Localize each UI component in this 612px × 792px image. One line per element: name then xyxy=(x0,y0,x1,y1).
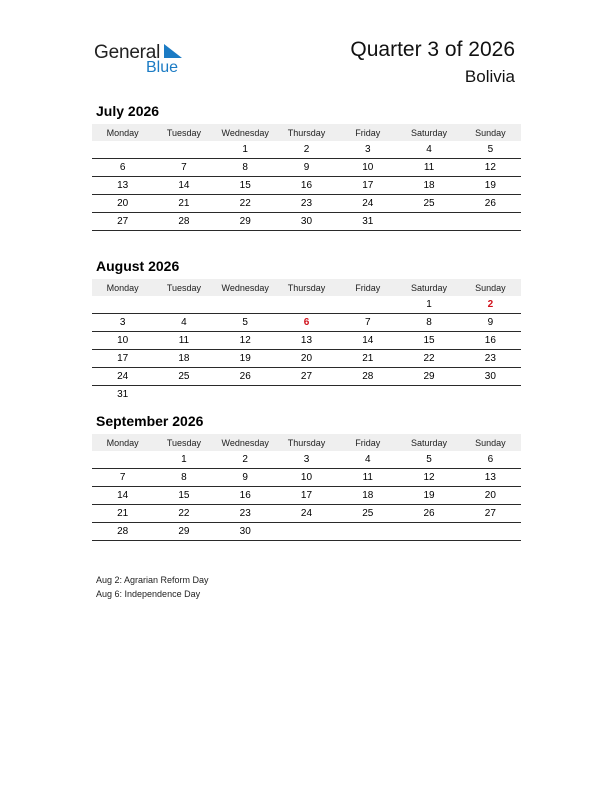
day-cell: 27 xyxy=(276,368,337,386)
page-title: Quarter 3 of 2026 xyxy=(350,38,515,61)
holiday-note: Aug 2: Agrarian Reform Day xyxy=(96,575,209,585)
day-cell: 1 xyxy=(153,451,214,469)
day-cell: 12 xyxy=(215,332,276,350)
day-cell: 23 xyxy=(276,195,337,213)
week-row xyxy=(92,505,521,523)
day-cell: 15 xyxy=(215,177,276,195)
day-cell: 17 xyxy=(337,177,398,195)
day-cell: 25 xyxy=(153,368,214,386)
day-cell: 7 xyxy=(92,469,153,487)
weekday-header: Wednesday xyxy=(215,434,276,451)
day-cell: 21 xyxy=(337,350,398,368)
empty-day-cell xyxy=(398,213,459,231)
day-cell: 19 xyxy=(215,350,276,368)
day-cell: 7 xyxy=(153,159,214,177)
day-cell: 9 xyxy=(276,159,337,177)
weekday-header: Sunday xyxy=(460,124,521,141)
day-cell: 22 xyxy=(153,505,214,523)
month-calendar xyxy=(92,413,521,541)
weekday-header: Friday xyxy=(337,279,398,296)
weekday-header: Tuesday xyxy=(153,434,214,451)
month-title: August 2026 xyxy=(96,258,180,274)
week-row xyxy=(92,368,521,386)
day-cell: 28 xyxy=(153,213,214,231)
week-row xyxy=(92,159,521,177)
empty-day-cell xyxy=(92,296,153,314)
day-cell: 20 xyxy=(92,195,153,213)
holiday-note: Aug 6: Independence Day xyxy=(96,589,201,599)
weekday-header: Wednesday xyxy=(215,279,276,296)
empty-day-cell xyxy=(276,523,337,541)
weekday-header: Sunday xyxy=(460,434,521,451)
day-cell: 7 xyxy=(337,314,398,332)
day-cell: 14 xyxy=(337,332,398,350)
week-row xyxy=(92,523,521,541)
day-cell: 4 xyxy=(398,141,459,159)
weekday-header: Thursday xyxy=(276,124,337,141)
empty-day-cell xyxy=(398,386,459,404)
day-cell: 20 xyxy=(460,487,521,505)
day-cell: 8 xyxy=(215,159,276,177)
week-row xyxy=(92,350,521,368)
day-cell: 27 xyxy=(460,505,521,523)
day-cell: 26 xyxy=(398,505,459,523)
week-row xyxy=(92,487,521,505)
day-cell: 10 xyxy=(337,159,398,177)
day-cell: 24 xyxy=(276,505,337,523)
day-cell: 1 xyxy=(398,296,459,314)
day-cell: 21 xyxy=(153,195,214,213)
day-cell: 17 xyxy=(276,487,337,505)
empty-day-cell xyxy=(92,451,153,469)
day-cell: 31 xyxy=(117,389,129,400)
weekday-header-row xyxy=(92,124,521,141)
week-row xyxy=(92,213,521,231)
day-cell: 22 xyxy=(398,350,459,368)
holiday-notes xyxy=(96,573,209,601)
day-cell: 12 xyxy=(460,159,521,177)
day-cell: 24 xyxy=(92,368,153,386)
week-row xyxy=(92,332,521,350)
day-cell: 29 xyxy=(153,523,214,541)
month-calendar xyxy=(92,258,521,403)
empty-day-cell xyxy=(276,296,337,314)
month-grid xyxy=(92,124,521,231)
month-grid xyxy=(92,279,521,403)
day-cell: 2 xyxy=(460,296,521,314)
month-grid xyxy=(92,434,521,541)
day-cell: 29 xyxy=(215,213,276,231)
week-row xyxy=(92,195,521,213)
weekday-header: Saturday xyxy=(398,279,459,296)
day-cell: 5 xyxy=(460,141,521,159)
logo-blue-text: Blue xyxy=(146,59,179,76)
day-cell: 28 xyxy=(337,368,398,386)
day-cell: 19 xyxy=(398,487,459,505)
weekday-header: Thursday xyxy=(276,434,337,451)
empty-day-cell xyxy=(460,523,521,541)
week-row xyxy=(92,177,521,195)
week-row xyxy=(92,451,521,469)
weekday-header: Monday xyxy=(92,124,153,141)
day-cell: 3 xyxy=(276,451,337,469)
day-cell: 11 xyxy=(153,332,214,350)
weekday-header: Sunday xyxy=(460,279,521,296)
empty-day-cell xyxy=(337,386,398,404)
day-cell: 3 xyxy=(337,141,398,159)
empty-day-cell xyxy=(215,296,276,314)
day-cell: 11 xyxy=(337,469,398,487)
day-cell: 12 xyxy=(398,469,459,487)
day-cell: 30 xyxy=(276,213,337,231)
weekday-header: Saturday xyxy=(398,124,459,141)
weekday-header: Thursday xyxy=(276,279,337,296)
day-cell: 25 xyxy=(398,195,459,213)
day-cell: 6 xyxy=(460,451,521,469)
logo-triangle-icon xyxy=(162,44,182,60)
day-cell: 6 xyxy=(276,314,337,332)
day-cell: 15 xyxy=(153,487,214,505)
day-cell: 16 xyxy=(460,332,521,350)
generalblue-logo xyxy=(94,42,194,78)
day-cell: 25 xyxy=(337,505,398,523)
day-cell: 13 xyxy=(276,332,337,350)
empty-day-cell xyxy=(276,386,337,404)
month-calendar xyxy=(92,103,521,231)
weekday-header: Monday xyxy=(92,434,153,451)
day-cell: 5 xyxy=(398,451,459,469)
day-cell: 23 xyxy=(215,505,276,523)
day-cell: 4 xyxy=(337,451,398,469)
weekday-header: Saturday xyxy=(398,434,459,451)
week-row xyxy=(92,386,521,404)
weekday-header: Monday xyxy=(92,279,153,296)
day-cell: 13 xyxy=(460,469,521,487)
day-cell: 28 xyxy=(92,523,153,541)
day-cell: 8 xyxy=(398,314,459,332)
day-cell: 18 xyxy=(337,487,398,505)
day-cell: 19 xyxy=(460,177,521,195)
day-cell: 10 xyxy=(92,332,153,350)
empty-day-cell xyxy=(153,141,214,159)
empty-day-cell xyxy=(153,296,214,314)
day-cell: 14 xyxy=(153,177,214,195)
week-row xyxy=(92,296,521,314)
day-cell: 30 xyxy=(460,368,521,386)
day-cell: 13 xyxy=(92,177,153,195)
empty-day-cell xyxy=(398,523,459,541)
empty-day-cell xyxy=(215,386,276,404)
country-name: Bolivia xyxy=(464,67,515,86)
day-cell: 30 xyxy=(215,523,276,541)
day-cell: 2 xyxy=(276,141,337,159)
day-cell: 24 xyxy=(337,195,398,213)
logo-general-text: General xyxy=(94,42,161,63)
day-cell: 9 xyxy=(460,314,521,332)
day-cell: 10 xyxy=(276,469,337,487)
weekday-header: Tuesday xyxy=(153,279,214,296)
month-title: July 2026 xyxy=(96,103,160,119)
weekday-header-row xyxy=(92,279,521,296)
day-cell: 27 xyxy=(92,213,153,231)
day-cell: 26 xyxy=(215,368,276,386)
empty-day-cell xyxy=(337,296,398,314)
empty-day-cell xyxy=(92,141,153,159)
day-cell: 23 xyxy=(460,350,521,368)
day-cell: 20 xyxy=(276,350,337,368)
week-row xyxy=(92,314,521,332)
empty-day-cell xyxy=(153,386,214,404)
week-row xyxy=(92,469,521,487)
empty-day-cell xyxy=(460,386,521,404)
weekday-header: Friday xyxy=(337,434,398,451)
day-cell: 31 xyxy=(337,213,398,231)
day-cell: 21 xyxy=(92,505,153,523)
day-cell: 26 xyxy=(460,195,521,213)
day-cell: 16 xyxy=(276,177,337,195)
empty-day-cell xyxy=(460,213,521,231)
weekday-header: Friday xyxy=(337,124,398,141)
day-cell: 6 xyxy=(92,159,153,177)
day-cell: 18 xyxy=(398,177,459,195)
day-cell: 3 xyxy=(92,314,153,332)
day-cell: 16 xyxy=(215,487,276,505)
day-cell: 18 xyxy=(153,350,214,368)
day-cell: 29 xyxy=(398,368,459,386)
day-cell: 15 xyxy=(398,332,459,350)
day-cell: 9 xyxy=(215,469,276,487)
empty-day-cell xyxy=(337,523,398,541)
weekday-header: Wednesday xyxy=(215,124,276,141)
day-cell: 11 xyxy=(398,159,459,177)
month-title: September 2026 xyxy=(96,413,204,429)
day-cell: 4 xyxy=(153,314,214,332)
week-row xyxy=(92,141,521,159)
day-cell: 5 xyxy=(215,314,276,332)
day-cell: 8 xyxy=(153,469,214,487)
day-cell: 14 xyxy=(92,487,153,505)
day-cell: 17 xyxy=(92,350,153,368)
day-cell: 22 xyxy=(215,195,276,213)
day-cell: 1 xyxy=(215,141,276,159)
weekday-header: Tuesday xyxy=(153,124,214,141)
weekday-header-row xyxy=(92,434,521,451)
day-cell: 2 xyxy=(215,451,276,469)
